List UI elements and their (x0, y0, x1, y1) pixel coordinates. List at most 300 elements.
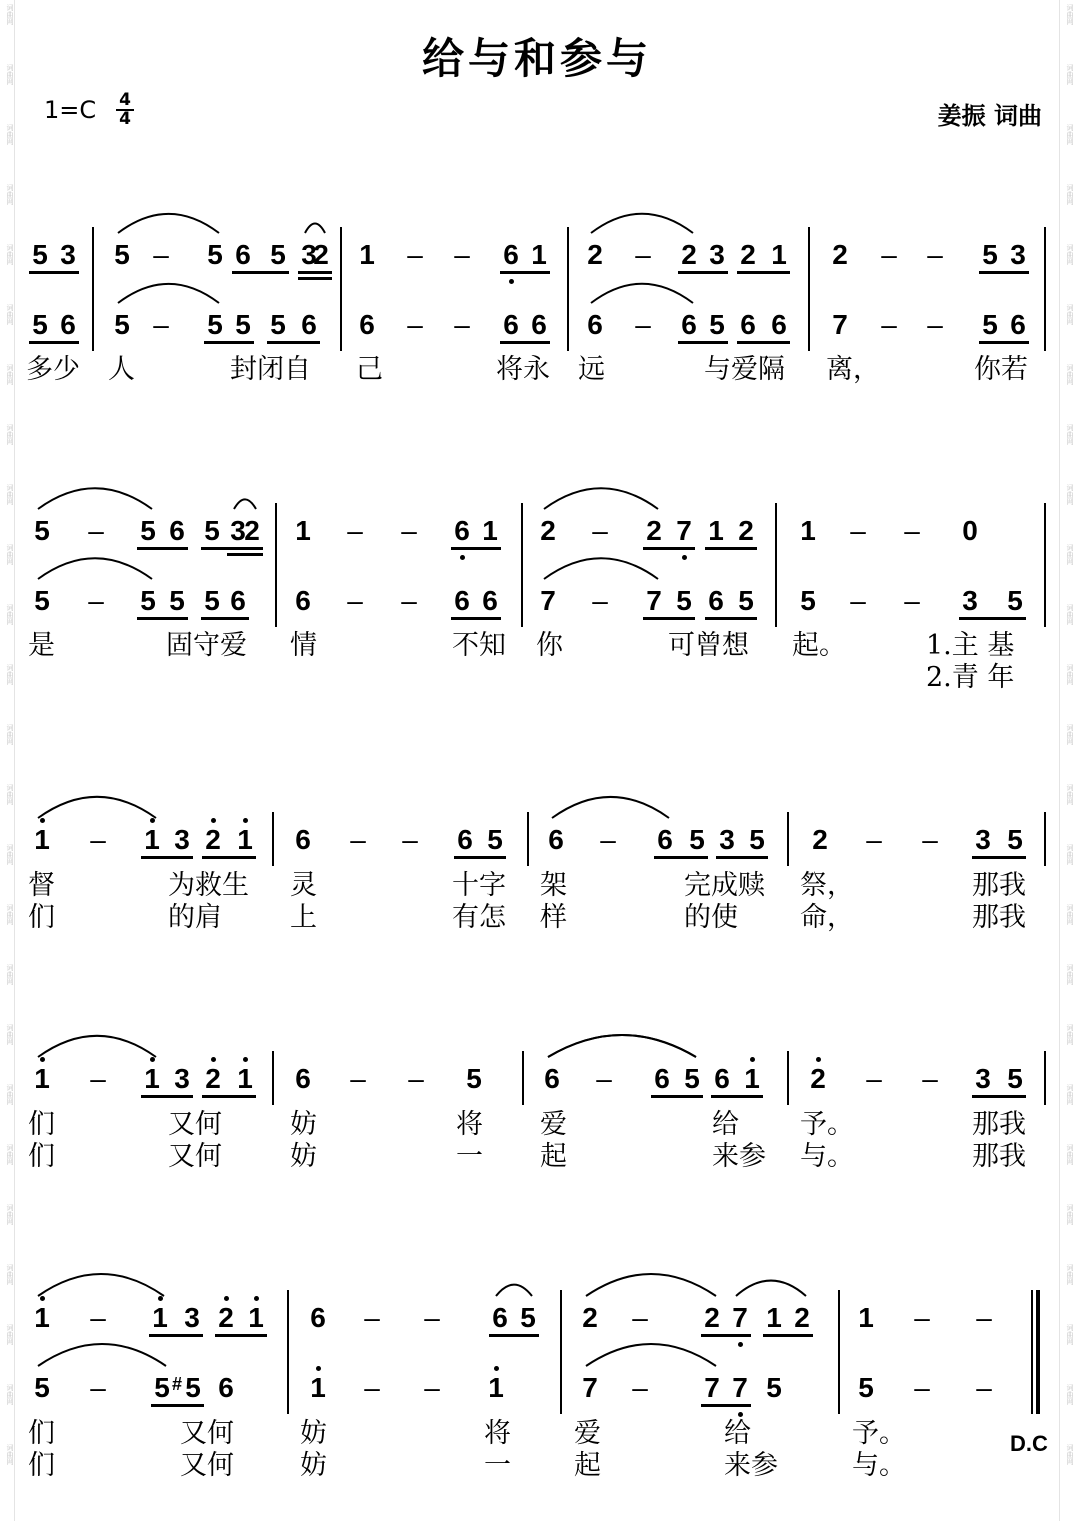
watermark-text: 词曲网 (6, 424, 14, 445)
lyric-word: 那我 (972, 1141, 1026, 1172)
watermark-text: 词曲网 (6, 1084, 14, 1105)
octave-dot-high (254, 1296, 259, 1301)
note-digit: 6 (454, 515, 470, 546)
rhythm-underline (151, 1404, 204, 1407)
lyric-word: 那我 (972, 870, 1026, 901)
lyric-word: 不知 (452, 630, 506, 661)
note-digit: 2 (582, 1302, 598, 1333)
note-digit: 5 (34, 1372, 50, 1403)
note-digit: 5 (204, 585, 220, 616)
note-digit: 2 (832, 239, 848, 270)
note-digit: 6 (708, 585, 724, 616)
note-digit: 5 (204, 515, 220, 546)
barline (1044, 1051, 1046, 1105)
dash-sustain: – (364, 1302, 380, 1333)
note-digit: 1 (34, 1302, 50, 1333)
dash-sustain: – (904, 585, 920, 616)
lyric-word: 与。 (852, 1450, 906, 1481)
rhythm-underline (643, 617, 695, 620)
note-digit: 1 (766, 1302, 782, 1333)
note-digit: 5 (207, 239, 223, 270)
lyric-word: 有怎 (452, 902, 506, 933)
octave-dot-high (211, 818, 216, 823)
note-digit: 1 (34, 824, 50, 855)
note-digit: 2 (810, 1063, 826, 1094)
note-digit: 6 (654, 1063, 670, 1094)
note-digit: 2 (540, 515, 556, 546)
lyric-word: 灵 (290, 870, 317, 901)
note-digit: 2 (587, 239, 603, 270)
barline (838, 1290, 840, 1414)
note-digit: 3 (975, 824, 991, 855)
lyric-word: 与。 (800, 1141, 854, 1172)
rhythm-underline (489, 1334, 539, 1337)
rhythm-underline (651, 1095, 703, 1098)
lyric-word: 妨 (290, 1141, 317, 1172)
octave-dot-high (243, 1057, 248, 1062)
watermark-text: 词曲网 (1066, 1444, 1074, 1465)
watermark-text: 词曲网 (6, 724, 14, 745)
slur (552, 797, 669, 818)
lyric-word: 你若 (974, 354, 1028, 385)
time-signature-bottom: 4 (119, 109, 131, 129)
lyric-word: 们 (28, 1450, 55, 1481)
dash-sustain: – (407, 309, 423, 340)
rhythm-underline (298, 277, 332, 280)
octave-dot-low (460, 555, 465, 560)
watermark-text: 词曲网 (1066, 184, 1074, 205)
note-digit: 6 (1010, 309, 1026, 340)
dash-sustain: – (454, 239, 470, 270)
note-digit: 6 (740, 309, 756, 340)
watermark-text: 词曲网 (1066, 1264, 1074, 1285)
note-digit: 6 (587, 309, 603, 340)
octave-dot-high (40, 1296, 45, 1301)
note-digit: 6 (295, 824, 311, 855)
note-digit: 5 (270, 309, 286, 340)
note-digit: 6 (482, 585, 498, 616)
note-digit: 2 (704, 1302, 720, 1333)
rhythm-underline (204, 341, 254, 344)
dc-ending-mark: D.C (1010, 1431, 1048, 1456)
note-digit: 6 (544, 1063, 560, 1094)
note-digit: 6 (169, 515, 185, 546)
dash-sustain: – (976, 1302, 992, 1333)
dash-sustain: – (350, 824, 366, 855)
rhythm-underline (979, 271, 1029, 274)
lyric-word: 一 (456, 1141, 483, 1172)
watermark-text: 词曲网 (6, 304, 14, 325)
lyric-word: 完成赎 (684, 870, 765, 901)
watermark-text: 词曲网 (6, 844, 14, 865)
watermark-text: 词曲网 (6, 664, 14, 685)
note-digit: 3 (184, 1302, 200, 1333)
note-digit: 6 (218, 1372, 234, 1403)
dash-sustain: – (90, 1302, 106, 1333)
note-digit: 5 (982, 309, 998, 340)
dash-sustain: – (88, 515, 104, 546)
slur (544, 488, 658, 509)
watermark-text: 词曲网 (1066, 4, 1074, 25)
dash-sustain: – (401, 515, 417, 546)
dash-sustain: – (635, 239, 651, 270)
lyric-word: 十字 (452, 870, 506, 901)
octave-dot-high (158, 1296, 163, 1301)
barline (1044, 812, 1046, 866)
note-digit: 3 (174, 1063, 190, 1094)
note-digit: 6 (454, 585, 470, 616)
note-digit: 6 (492, 1302, 508, 1333)
lyric-word: 将 (484, 1418, 511, 1449)
note-digit: 6 (60, 309, 76, 340)
note-digit: 5 (749, 824, 765, 855)
rhythm-underline (678, 271, 728, 274)
rhythm-underline (232, 271, 289, 274)
sharp-accidental: # (171, 1374, 182, 1394)
lyric-word: 妨 (300, 1418, 327, 1449)
note-digit: 6 (301, 309, 317, 340)
watermark-text: 词曲网 (1066, 844, 1074, 865)
rhythm-underline (705, 547, 757, 550)
watermark-text: 词曲网 (1066, 484, 1074, 505)
note-digit: 7 (540, 585, 556, 616)
dash-sustain: – (364, 1372, 380, 1403)
note-digit: 7 (832, 309, 848, 340)
rhythm-underline (654, 856, 708, 859)
lyric-word: 上 (290, 902, 317, 933)
lyric-word: 予。 (852, 1418, 906, 1449)
lyric-word: 固守爱 (166, 630, 247, 661)
rhythm-underline (29, 341, 79, 344)
rhythm-underline (711, 1095, 763, 1098)
note-digit: 5 (114, 239, 130, 270)
rhythm-underline (701, 1334, 751, 1337)
note-digit: 5 (689, 824, 705, 855)
note-digit: 6 (295, 585, 311, 616)
lyric-word: 命， (800, 902, 854, 933)
dash-sustain: – (866, 824, 882, 855)
dash-sustain: – (914, 1372, 930, 1403)
lyric-word: 将 (456, 1109, 483, 1140)
note-digit: 6 (548, 824, 564, 855)
watermark-text: 词曲网 (6, 1144, 14, 1165)
watermark-text: 词曲网 (1066, 1084, 1074, 1105)
note-digit: 5 (169, 585, 185, 616)
dash-sustain: – (927, 239, 943, 270)
barline (275, 503, 277, 627)
lyric-word: 又何 (168, 1109, 222, 1140)
lyric-word: 是 (28, 630, 55, 661)
dash-sustain: – (596, 1063, 612, 1094)
rhythm-underline (215, 1334, 267, 1337)
watermark-text: 词曲网 (1066, 1144, 1074, 1165)
lyric-word: 给 (724, 1418, 751, 1449)
slur (118, 284, 219, 303)
octave-dot-high (316, 1366, 321, 1371)
rhythm-underline (451, 617, 501, 620)
slur (38, 1274, 164, 1296)
lyric-word: 又何 (180, 1450, 234, 1481)
watermark-text: 词曲网 (1066, 64, 1074, 85)
note-digit: 1 (310, 1372, 326, 1403)
lyric-word: 2.青 年 (926, 662, 1015, 693)
octave-dot-high (211, 1057, 216, 1062)
note-digit: 2 (740, 239, 756, 270)
dash-sustain: – (914, 1302, 930, 1333)
dash-sustain: – (454, 309, 470, 340)
octave-dot-high (816, 1057, 821, 1062)
slur (496, 1285, 532, 1296)
watermark-text: 词曲网 (1066, 1024, 1074, 1045)
watermark-text: 词曲网 (6, 1264, 14, 1285)
watermark-text: 词曲网 (6, 244, 14, 265)
note-digit: 5 (800, 585, 816, 616)
rhythm-underline (500, 271, 550, 274)
lyric-word: 己 (356, 354, 383, 385)
slur (591, 284, 693, 303)
watermark-text: 词曲网 (6, 4, 14, 25)
note-digit: 6 (771, 309, 787, 340)
lyric-word: 情 (290, 630, 317, 661)
dash-sustain: – (632, 1372, 648, 1403)
note-digit: 7 (582, 1372, 598, 1403)
dash-sustain: – (922, 1063, 938, 1094)
barline (522, 1051, 524, 1105)
note-digit: 5 (487, 824, 503, 855)
lyric-word: 可曾想 (668, 630, 749, 661)
rhythm-underline (763, 1334, 813, 1337)
note-digit: 1 (744, 1063, 760, 1094)
note-digit: 7 (676, 515, 692, 546)
note-digit: 7 (646, 585, 662, 616)
lyric-word: 们 (28, 1109, 55, 1140)
note-digit: 5 (982, 239, 998, 270)
barline (1031, 1290, 1033, 1414)
watermark-text: 词曲网 (6, 784, 14, 805)
note-digit: 5 (207, 309, 223, 340)
rhythm-underline (201, 617, 249, 620)
octave-dot-high (750, 1057, 755, 1062)
watermark-text: 词曲网 (6, 904, 14, 925)
lyric-word: 给 (712, 1109, 739, 1140)
watermark-text: 词曲网 (1066, 964, 1074, 985)
note-digit: 2 (646, 515, 662, 546)
octave-dot-low (738, 1342, 743, 1347)
dash-sustain: – (153, 309, 169, 340)
octave-dot-high (243, 818, 248, 823)
watermark-text: 词曲网 (1066, 304, 1074, 325)
watermark-text: 词曲网 (1066, 904, 1074, 925)
note-digit: 5 (32, 309, 48, 340)
watermark-text: 词曲网 (1066, 244, 1074, 265)
note-digit: 2 (244, 515, 260, 546)
barline (775, 503, 777, 627)
rhythm-underline (737, 271, 790, 274)
dash-sustain: – (90, 824, 106, 855)
lyric-word: 将永 (496, 354, 550, 385)
watermark-text: 词曲网 (6, 484, 14, 505)
note-digit: 3 (962, 585, 978, 616)
note-digit: 1 (800, 515, 816, 546)
note-digit: 3 (301, 239, 317, 270)
note-digit: 2 (313, 239, 329, 270)
lyric-word: 的肩 (168, 902, 222, 933)
octave-dot-high (150, 818, 155, 823)
rhythm-underline (137, 547, 188, 550)
slur (38, 1036, 156, 1057)
note-digit: 2 (812, 824, 828, 855)
dash-sustain: – (153, 239, 169, 270)
watermark-text: 词曲网 (1066, 1384, 1074, 1405)
note-digit: 5 (738, 585, 754, 616)
lyric-word: 起。 (792, 630, 846, 661)
watermark-text: 词曲网 (1066, 424, 1074, 445)
note-digit: 5 (1007, 824, 1023, 855)
note-digit: 5 (466, 1063, 482, 1094)
note-digit: 1 (359, 239, 375, 270)
rhythm-underline (267, 341, 320, 344)
note-digit: 2 (205, 824, 221, 855)
note-digit: 7 (732, 1302, 748, 1333)
rhythm-underline (643, 547, 695, 550)
note-digit: 3 (1010, 239, 1026, 270)
rhythm-underline (701, 1404, 751, 1407)
barline (287, 1290, 289, 1414)
note-digit: 1 (295, 515, 311, 546)
time-signature (116, 92, 134, 128)
lyric-word: 督 (28, 870, 55, 901)
note-digit: 6 (457, 824, 473, 855)
lyric-word: 人 (108, 354, 135, 385)
lyric-word: 们 (28, 1418, 55, 1449)
note-digit: 6 (230, 585, 246, 616)
slur (548, 1035, 696, 1057)
note-digit: 0 (962, 515, 978, 546)
rhythm-underline (959, 617, 1026, 620)
octave-dot-high (40, 1057, 45, 1062)
watermark-text: 词曲网 (1066, 124, 1074, 145)
watermark-text: 词曲网 (1066, 1324, 1074, 1345)
octave-dot-low (738, 1412, 743, 1417)
barline (92, 227, 94, 351)
dash-sustain: – (850, 515, 866, 546)
slur (544, 558, 658, 579)
rhythm-underline (149, 1334, 203, 1337)
lyric-word: 爱 (574, 1418, 601, 1449)
note-digit: 7 (704, 1372, 720, 1403)
key-signature (44, 90, 131, 136)
note-digit: 5 (858, 1372, 874, 1403)
dash-sustain: – (401, 585, 417, 616)
slur (118, 214, 219, 233)
barline (527, 812, 529, 866)
note-digit: 6 (359, 309, 375, 340)
dash-sustain: – (402, 824, 418, 855)
note-digit: 5 (1007, 585, 1023, 616)
dash-sustain: – (600, 824, 616, 855)
note-digit: 6 (531, 309, 547, 340)
note-digit: 6 (503, 239, 519, 270)
final-barline (1036, 1290, 1040, 1414)
note-digit: 5 (270, 239, 286, 270)
rhythm-underline (227, 553, 263, 556)
note-digit: 2 (794, 1302, 810, 1333)
slur (234, 499, 256, 509)
lyric-word: 样 (540, 902, 567, 933)
watermark-text: 词曲网 (6, 124, 14, 145)
lyric-word: 架 (540, 870, 567, 901)
lyric-word: 的使 (684, 902, 738, 933)
barline (808, 227, 810, 351)
barline (560, 1290, 562, 1414)
note-digit: 6 (235, 239, 251, 270)
note-digit: 1 (237, 1063, 253, 1094)
note-digit: 5 (684, 1063, 700, 1094)
barline (567, 227, 569, 351)
slur (305, 224, 325, 233)
note-digit: 6 (657, 824, 673, 855)
lyric-word: 妨 (290, 1109, 317, 1140)
lyric-word: 1.主 基 (926, 630, 1015, 661)
note-digit: 1 (248, 1302, 264, 1333)
dash-sustain: – (592, 515, 608, 546)
lyric-word: 离， (826, 354, 880, 385)
slur (38, 1344, 166, 1366)
slur (38, 797, 156, 818)
dash-sustain: – (350, 1063, 366, 1094)
time-signature-top: 4 (116, 92, 134, 111)
dash-sustain: – (922, 824, 938, 855)
watermark-text: 词曲网 (1066, 604, 1074, 625)
dash-sustain: – (866, 1063, 882, 1094)
dash-sustain: – (90, 1372, 106, 1403)
rhythm-underline (716, 856, 768, 859)
note-digit: 1 (708, 515, 724, 546)
note-digit: 5 (34, 585, 50, 616)
rhythm-underline (705, 617, 757, 620)
lyric-word: 爱 (540, 1109, 567, 1140)
dash-sustain: – (90, 1063, 106, 1094)
note-digit: 1 (237, 824, 253, 855)
slur (548, 1035, 696, 1057)
note-digit: 1 (858, 1302, 874, 1333)
octave-dot-high (224, 1296, 229, 1301)
note-digit: 5 (32, 239, 48, 270)
watermark-text: 词曲网 (6, 1444, 14, 1465)
note-digit: 5 (34, 515, 50, 546)
note-digit: 6 (310, 1302, 326, 1333)
watermark-text: 词曲网 (1066, 724, 1074, 745)
lyric-word: 一 (484, 1450, 511, 1481)
left-watermark-strip (0, 0, 15, 1521)
note-digit: 3 (230, 515, 246, 546)
note-digit: 1 (482, 515, 498, 546)
rhythm-underline (141, 856, 193, 859)
octave-dot-low (509, 279, 514, 284)
note-digit: 3 (975, 1063, 991, 1094)
dash-sustain: – (347, 515, 363, 546)
watermark-text: 词曲网 (6, 64, 14, 85)
dash-sustain: – (850, 585, 866, 616)
dash-sustain: – (424, 1302, 440, 1333)
note-digit: 5 (520, 1302, 536, 1333)
barline (787, 1051, 789, 1105)
rhythm-underline (202, 1095, 256, 1098)
note-digit: 1 (34, 1063, 50, 1094)
lyric-word: 予。 (800, 1109, 854, 1140)
rhythm-underline (202, 856, 256, 859)
note-digit: 5 (676, 585, 692, 616)
